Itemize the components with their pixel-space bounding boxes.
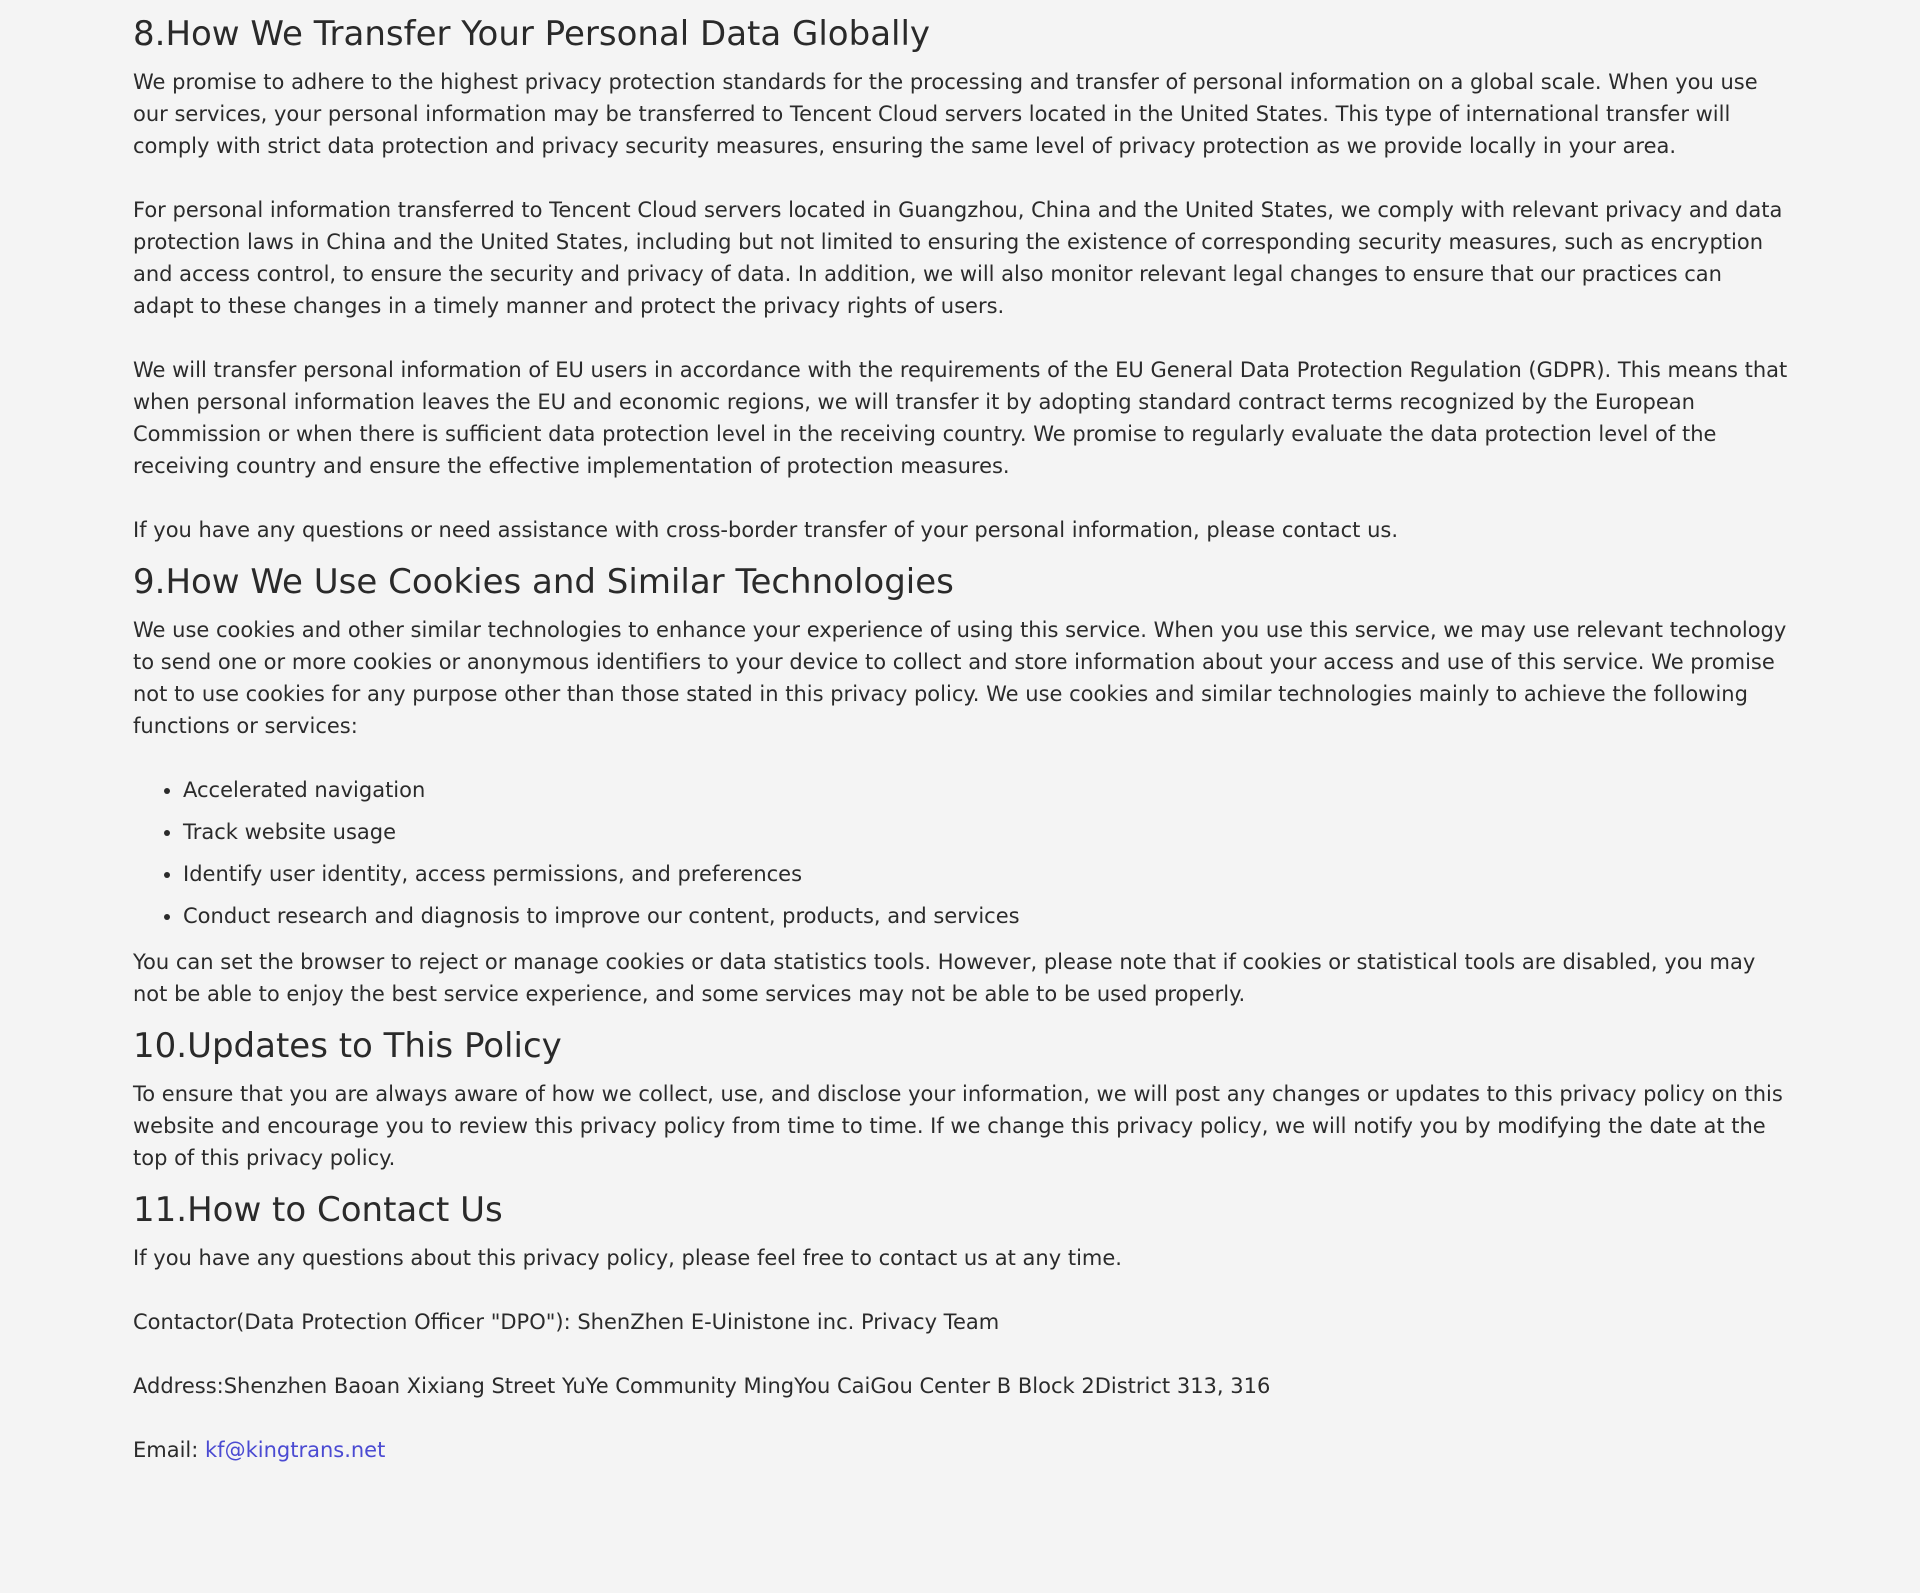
list-item: • Accelerated navigation — [183, 774, 1788, 806]
email-label: Email: — [133, 1438, 206, 1462]
section-9-heading: 9.How We Use Cookies and Similar Technologies — [133, 562, 954, 602]
email-link[interactable]: kf@kingtrans.net — [205, 1438, 386, 1462]
section-8-heading: 8.How We Transfer Your Personal Data Globally — [133, 14, 931, 54]
list-item: • Track website usage — [183, 816, 1788, 848]
section-11-intro: If you have any questions about this privacy policy, please feel free to contact us at any time. — [133, 1246, 1122, 1270]
section-8-paragraph-3: We will transfer personal information of EU users in accordance with the requirements of the EU General Data Protection Regulation (GDPR). This means that when personal information leaves the EU and economic regions, we will transfer it by adopting standard contract terms recognized by the European Commission or when there is sufficient data protection level in the receiving country. We promise to regularly evaluate the data protection level of the receiving country and ensure the effective implementation of protection measures. — [133, 358, 1788, 478]
section-8-paragraph-1: We promise to adhere to the highest privacy protection standards for the processing and transfer of personal information on a global scale. When you use our services, your personal information may be transferred to Tencent Cloud servers located in the United States. This type of international transfer will comply with strict data protection and privacy security measures, ensuring the same level of privacy protection as we provide locally in your area. — [133, 70, 1758, 158]
list-item: • Identify user identity, access permissions, and preferences — [183, 858, 1788, 890]
section-8-paragraph-2: For personal information transferred to Tencent Cloud servers located in Guangzhou, China and the United States, we comply with relevant privacy and data protection laws in China and the United States, including but not limited to ensuring the existence of corresponding security measures, such as encryption and access control, to ensure the security and privacy of data. In addition, we will also monitor relevant legal changes to ensure that our practices can adapt to these changes in a timely manner and protect the privacy rights of users. — [133, 198, 1783, 318]
section-9-outro: You can set the browser to reject or manage cookies or data statistics tools. However, please note that if cookies or statistical tools are disabled, you may not be able to enjoy the best service experience, and some services may not be able to be used properly. — [133, 950, 1756, 1006]
address-line: Address:Shenzhen Baoan Xixiang Street YuYe Community MingYou CaiGou Center B Block 2District 313, 316 — [133, 1374, 1271, 1398]
section-10-paragraph: To ensure that you are always aware of how we collect, use, and disclose your information, we will post any changes or updates to this privacy policy on this website and encourage you to review this privacy policy from time to time. If we change this privacy policy, we will notify you by modifying the date at the top of this privacy policy. — [133, 1082, 1783, 1170]
privacy-policy-content — [133, 0, 1788, 1498]
section-10-heading: 10.Updates to This Policy — [133, 1026, 562, 1066]
list-item: • Conduct research and diagnosis to improve our content, products, and services — [183, 900, 1788, 932]
section-11-heading: 11.How to Contact Us — [133, 1190, 503, 1230]
section-9-intro: We use cookies and other similar technologies to enhance your experience of using this service. When you use this service, we may use relevant technology to send one or more cookies or anonymous identifiers to your device to collect and store information about your access and use of this service. We promise not to use cookies for any purpose other than those stated in this privacy policy. We use cookies and similar technologies mainly to achieve the following functions or services: — [133, 618, 1787, 738]
cookie-purpose-list — [133, 774, 1788, 932]
contactor-line: Contactor(Data Protection Officer "DPO"): ShenZhen E-Uinistone inc. Privacy Team — [133, 1310, 1000, 1334]
email-line — [133, 1434, 1788, 1466]
section-8-paragraph-4: If you have any questions or need assistance with cross-border transfer of your personal information, please contact us. — [133, 518, 1399, 542]
